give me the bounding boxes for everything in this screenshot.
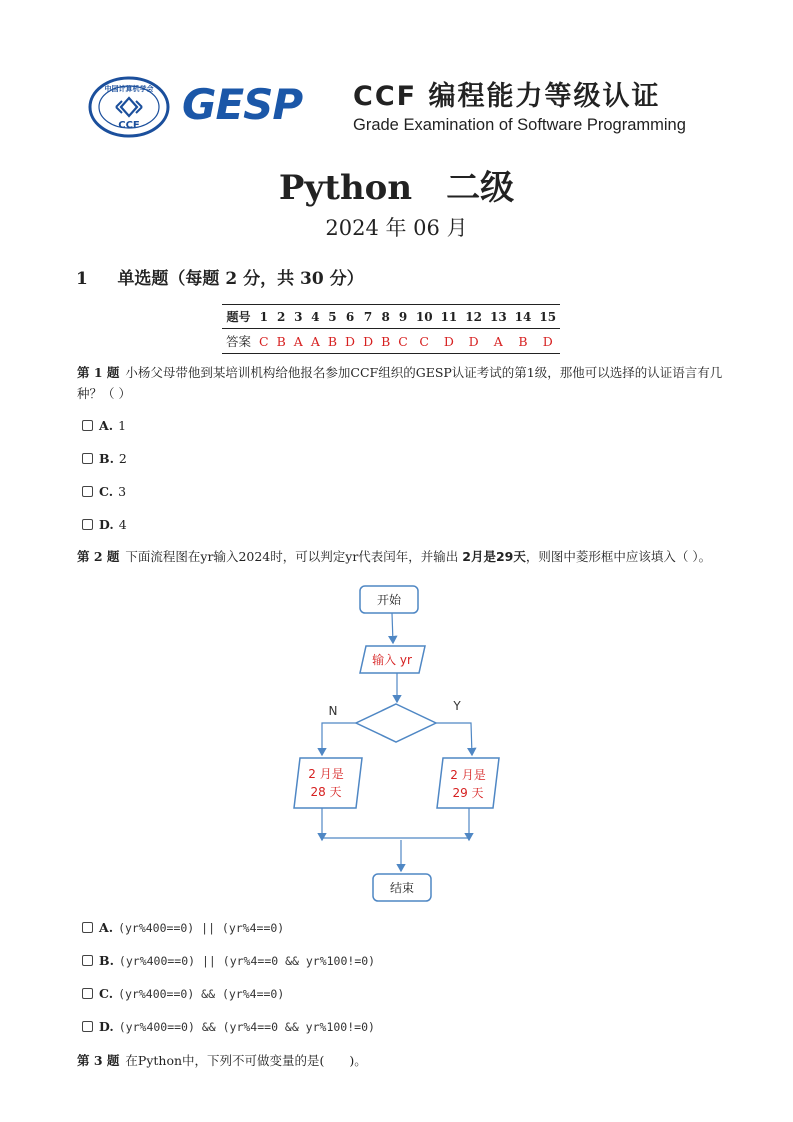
- answer-table-answer: A: [307, 329, 324, 354]
- answer-table-question-number: 8: [377, 305, 394, 329]
- answer-table-header-row: [222, 305, 560, 329]
- question-1: [77, 362, 727, 404]
- gesp-logo: GESP: [182, 80, 303, 129]
- option-letter: B.: [99, 953, 114, 968]
- answer-table-answer: D: [437, 329, 462, 354]
- q1-option-b[interactable]: [82, 451, 127, 466]
- answer-table-answer: B: [273, 329, 290, 354]
- answer-table-answer: A: [486, 329, 511, 354]
- option-letter: C.: [99, 986, 114, 1001]
- answer-table-answer: B: [377, 329, 394, 354]
- answer-table-answer: A: [290, 329, 307, 354]
- answer-table-question-number: 5: [324, 305, 341, 329]
- option-code: (yr%400==0) || (yr%4==0): [118, 920, 285, 935]
- question-3-number: 第 3 题: [77, 1053, 120, 1068]
- option-text: 1: [118, 418, 127, 433]
- answer-table-question-number: 1: [255, 305, 273, 329]
- section-title: 单选题（每题 2 分，共 30 分）: [117, 269, 364, 289]
- answer-table-answer: C: [394, 329, 412, 354]
- flowchart-right-line2: 29 天: [452, 786, 484, 800]
- checkbox[interactable]: [82, 922, 93, 933]
- section-heading: [76, 264, 364, 289]
- q2-option-c[interactable]: [82, 986, 284, 1001]
- answer-table: [222, 304, 560, 354]
- flowchart-start-label: 开始: [376, 593, 402, 607]
- answer-table-header-label: 题号: [222, 305, 255, 329]
- answer-table-question-number: 15: [535, 305, 560, 329]
- q2-option-a[interactable]: [82, 920, 284, 935]
- flowchart-right-line1: 2 月是: [450, 768, 486, 782]
- flowchart-yes-label: Y: [453, 699, 461, 713]
- flowchart-left-line2: 28 天: [310, 785, 342, 799]
- answer-table-answer: C: [412, 329, 437, 354]
- flowchart: [280, 578, 520, 908]
- checkbox[interactable]: [82, 955, 93, 966]
- answer-table-answer: D: [359, 329, 377, 354]
- answer-table-question-number: 4: [307, 305, 324, 329]
- document-date: 2024 年 06 月: [325, 216, 468, 240]
- checkbox[interactable]: [82, 519, 93, 530]
- question-1-text-line2: 种？（ ）: [77, 386, 131, 401]
- option-code: (yr%400==0) || (yr%4==0 && yr%100!=0): [118, 953, 376, 968]
- header-subtitle: Grade Examination of Software Programming: [353, 116, 686, 134]
- checkbox[interactable]: [82, 1021, 93, 1032]
- ccf-logo-abbr: CCF: [118, 120, 140, 131]
- section-number: 1: [76, 269, 88, 289]
- answer-table-question-number: 11: [437, 305, 462, 329]
- answer-table-question-number: 14: [511, 305, 536, 329]
- question-2-number: 第 2 题: [77, 549, 120, 564]
- option-letter: C.: [99, 484, 114, 499]
- answer-table-question-number: 2: [273, 305, 290, 329]
- question-2: [77, 546, 757, 567]
- question-1-number: 第 1 题: [77, 365, 120, 380]
- answer-table-answer: B: [511, 329, 536, 354]
- option-code: (yr%400==0) && (yr%4==0): [118, 986, 285, 1001]
- option-text: 4: [118, 517, 127, 532]
- flowchart-decision-diamond: [356, 704, 436, 742]
- option-text: 3: [118, 484, 127, 499]
- answer-table-answer: B: [324, 329, 341, 354]
- flowchart-right-box: [437, 758, 499, 808]
- flowchart-no-label: N: [328, 704, 338, 718]
- question-2-text-bold: 2月是29天: [462, 549, 526, 564]
- q2-option-d[interactable]: [82, 1019, 375, 1034]
- option-code: (yr%400==0) && (yr%4==0 && yr%100!=0): [118, 1019, 375, 1034]
- checkbox[interactable]: [82, 420, 93, 431]
- answer-table-question-number: 7: [359, 305, 377, 329]
- option-letter: D.: [99, 1019, 114, 1034]
- question-3: [77, 1050, 367, 1071]
- ccf-logo: [88, 76, 170, 138]
- answer-table-question-number: 10: [412, 305, 437, 329]
- q1-option-d[interactable]: [82, 517, 127, 532]
- question-2-text-after: ，则图中菱形框中应该填入（ ）。: [525, 549, 712, 564]
- answer-table-answer: D: [461, 329, 486, 354]
- document-title: Python 二级: [278, 168, 515, 208]
- option-letter: B.: [99, 451, 114, 466]
- q1-option-a[interactable]: [82, 418, 126, 433]
- checkbox[interactable]: [82, 988, 93, 999]
- option-letter: A.: [99, 418, 114, 433]
- option-text: 2: [118, 451, 127, 466]
- checkbox[interactable]: [82, 486, 93, 497]
- ccf-logo-cn: 中国计算机学会: [104, 85, 154, 93]
- flowchart-input-label: 输入 yr: [372, 653, 412, 667]
- flowchart-left-line1: 2 月是: [308, 767, 344, 781]
- answer-table-question-number: 9: [394, 305, 412, 329]
- answer-table-question-number: 12: [461, 305, 486, 329]
- option-letter: D.: [99, 517, 114, 532]
- question-1-text-line1: 小杨父母带他到某培训机构给他报名参加CCF组织的GESP认证考试的第1级，那他可以选择的认证语言有几: [125, 365, 723, 380]
- answer-table-question-number: 6: [341, 305, 359, 329]
- q2-option-b[interactable]: [82, 953, 375, 968]
- flowchart-left-box: [294, 758, 362, 808]
- checkbox[interactable]: [82, 453, 93, 464]
- answer-table-answer-row: [222, 329, 560, 354]
- answer-table-answer: C: [255, 329, 273, 354]
- answer-table-answer-label: 答案: [222, 329, 255, 354]
- option-letter: A.: [99, 920, 114, 935]
- header-title: CCF 编程能力等级认证: [353, 81, 661, 112]
- answer-table-answer: D: [535, 329, 560, 354]
- question-3-text: 在Python中，下列不可做变量的是( )。: [125, 1053, 367, 1068]
- answer-table-question-number: 3: [290, 305, 307, 329]
- question-2-text-before: 下面流程图在yr输入2024时，可以判定yr代表闰年，并输出: [125, 549, 463, 564]
- answer-table-answer: D: [341, 329, 359, 354]
- q1-option-c[interactable]: [82, 484, 126, 499]
- answer-table-question-number: 13: [486, 305, 511, 329]
- flowchart-end-label: 结束: [389, 881, 415, 895]
